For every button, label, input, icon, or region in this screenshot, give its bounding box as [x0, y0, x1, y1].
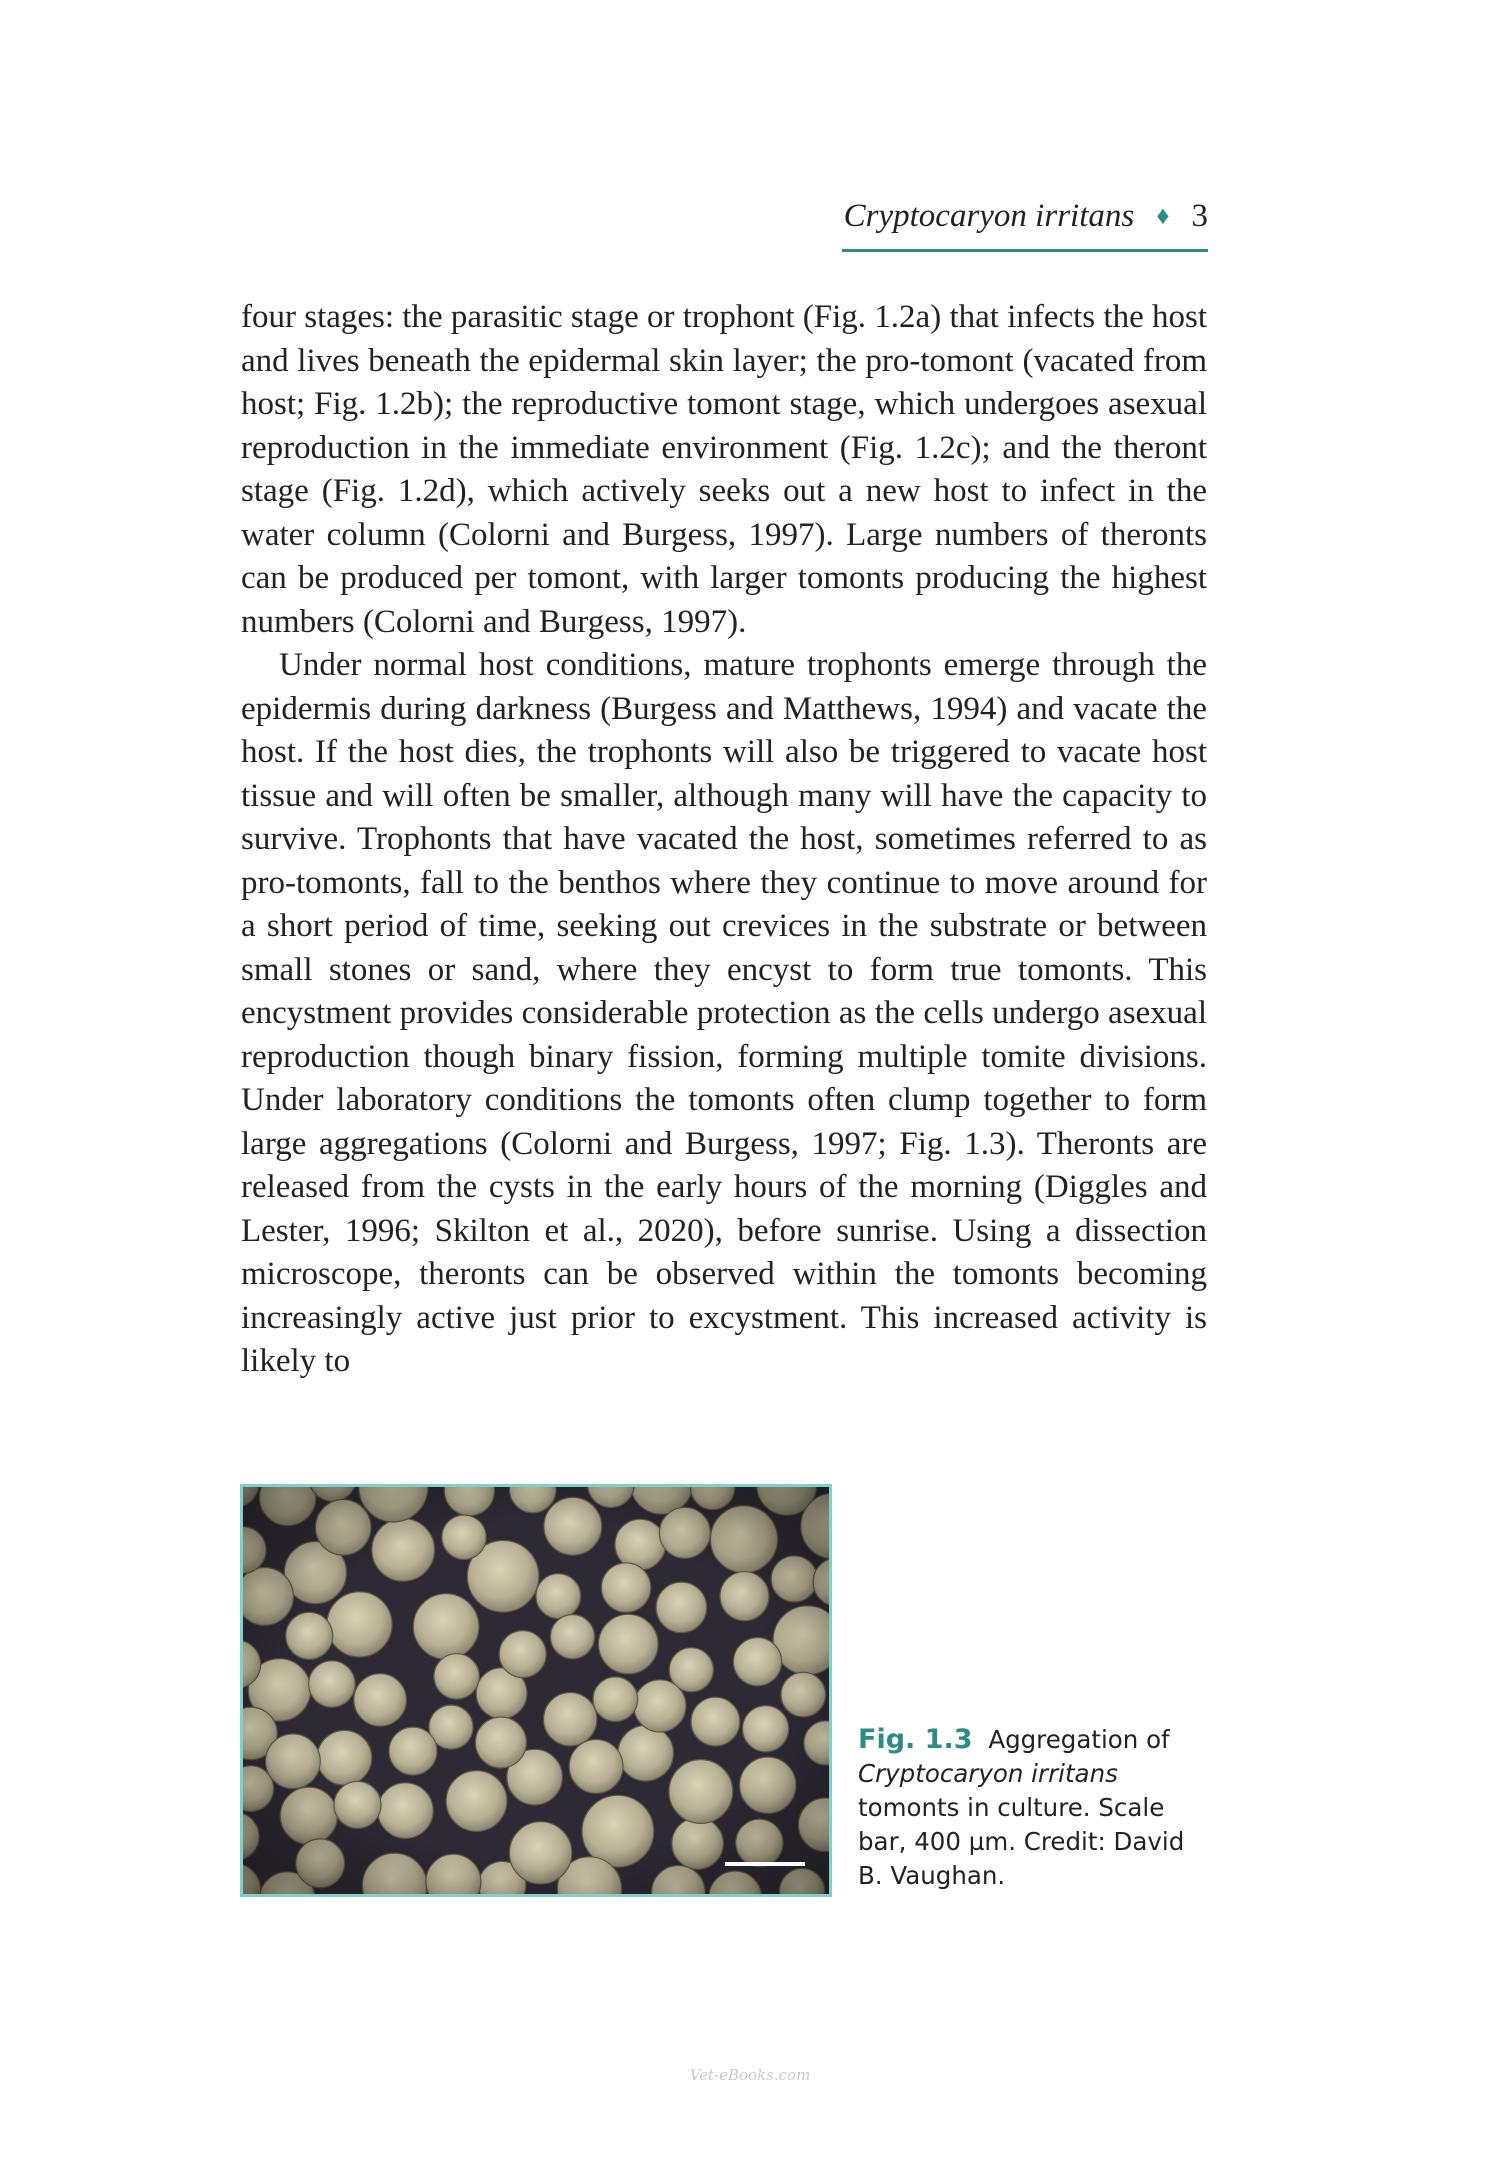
scale-bar	[725, 1862, 805, 1866]
figure-label: Fig. 1.3	[858, 1724, 973, 1755]
caption-lead: Aggregation of	[988, 1725, 1170, 1754]
body-text	[241, 296, 1207, 1384]
running-head-title: Cryptocaryon irritans	[843, 198, 1135, 234]
tomont-micrograph	[243, 1487, 829, 1894]
running-head	[842, 196, 1208, 252]
diamond-icon: ♦	[1156, 201, 1170, 230]
micrograph-vignette	[243, 1487, 829, 1894]
paragraph-2: Under normal host conditions, mature trophonts emerge through the epidermis during darkness (Burgess and Matthews, 1994) and vacate the host. If the host dies, the trophonts will also be triggered to vacate host tissue and will often be smaller, although many will have the capacity to survive. Trophonts that have vacated the host, sometimes referred to as pro-tomonts, fall to the benthos where they continue to move around for a short period of time, seeking out crevices in the substrate or between small stones or sand, where they encyst to form true tomonts. This encystment provides considerable protection as the cells undergo asexual reproduction though binary fission, forming multiple tomite divisions. Under laboratory conditions the tomonts often clump together to form large aggregations (Colorni and Burgess, 1997; Fig. 1.3). Theronts are released from the cysts in the early hours of the morning (Diggles and Lester, 1996; Skilton et al., 2020), before sunrise. Using a dissection microscope, theronts can be observed within the tomonts becoming increasingly active just prior to excystment. This increased activity is likely to	[241, 647, 1207, 1379]
page-number: 3	[1191, 198, 1208, 234]
figure-caption	[858, 1723, 1208, 1893]
caption-species: Cryptocaryon irritans	[858, 1759, 1118, 1788]
watermark: Vet-eBooks.com	[689, 2066, 811, 2084]
paragraph-1: four stages: the parasitic stage or trophont (Fig. 1.2a) that infects the host and lives beneath the epidermal skin layer; the pro-tomont (vacated from host; Fig. 1.2b); the reproductive tomont stage, which undergoes asexual reproduction in the immediate environment (Fig. 1.2c); and the theront stage (Fig. 1.2d), which actively seeks out a new host to infect in the water column (Colorni and Burgess, 1997). Large numbers of theronts can be produced per tomont, with larger tomonts producing the highest numbers (Colorni and Burgess, 1997).	[241, 299, 1207, 640]
figure-image	[240, 1484, 832, 1897]
caption-rest: tomonts in culture. Scale bar, 400 µm. Credit: David B. Vaughan.	[858, 1793, 1185, 1890]
